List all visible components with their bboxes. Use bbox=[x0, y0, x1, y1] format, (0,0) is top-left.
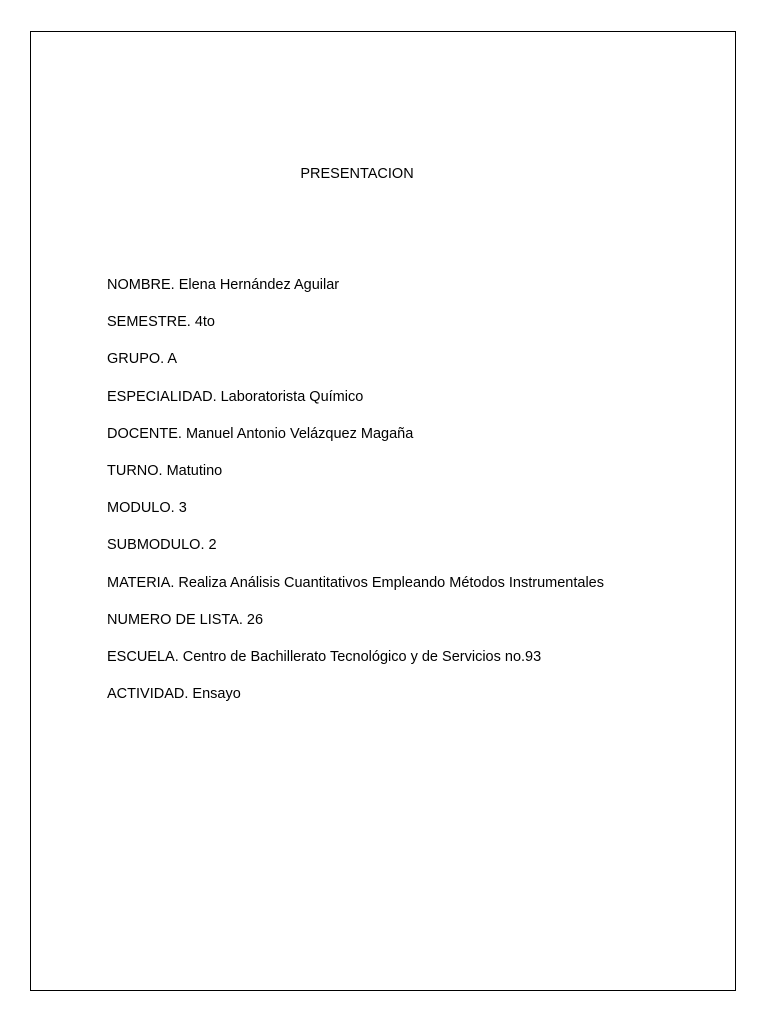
field-submodulo: SUBMODULO. 2 bbox=[107, 537, 217, 554]
field-semestre: SEMESTRE. 4to bbox=[107, 314, 215, 331]
field-nombre: NOMBRE. Elena Hernández Aguilar bbox=[107, 277, 340, 293]
field-turno: TURNO. Matutino bbox=[107, 462, 223, 479]
field-materia: MATERIA. Realiza Análisis Cuantitativos Empleando Métodos Instrumentales bbox=[107, 574, 604, 591]
cover-info-list bbox=[107, 275, 604, 721]
field-grupo: GRUPO. A bbox=[107, 351, 178, 368]
document-title: PRESENTACION bbox=[300, 166, 414, 182]
field-escuela: ESCUELA. Centro de Bachillerato Tecnológico y de Servicios no.93 bbox=[107, 648, 542, 665]
document-page bbox=[30, 31, 736, 991]
field-especialidad: ESPECIALIDAD. Laboratorista Químico bbox=[107, 388, 364, 405]
field-modulo: MODULO. 3 bbox=[107, 500, 187, 517]
field-actividad: ACTIVIDAD. Ensayo bbox=[107, 686, 241, 703]
field-numero-de-lista: NUMERO DE LISTA. 26 bbox=[107, 611, 264, 628]
field-docente: DOCENTE. Manuel Antonio Velázquez Magaña bbox=[107, 425, 414, 442]
